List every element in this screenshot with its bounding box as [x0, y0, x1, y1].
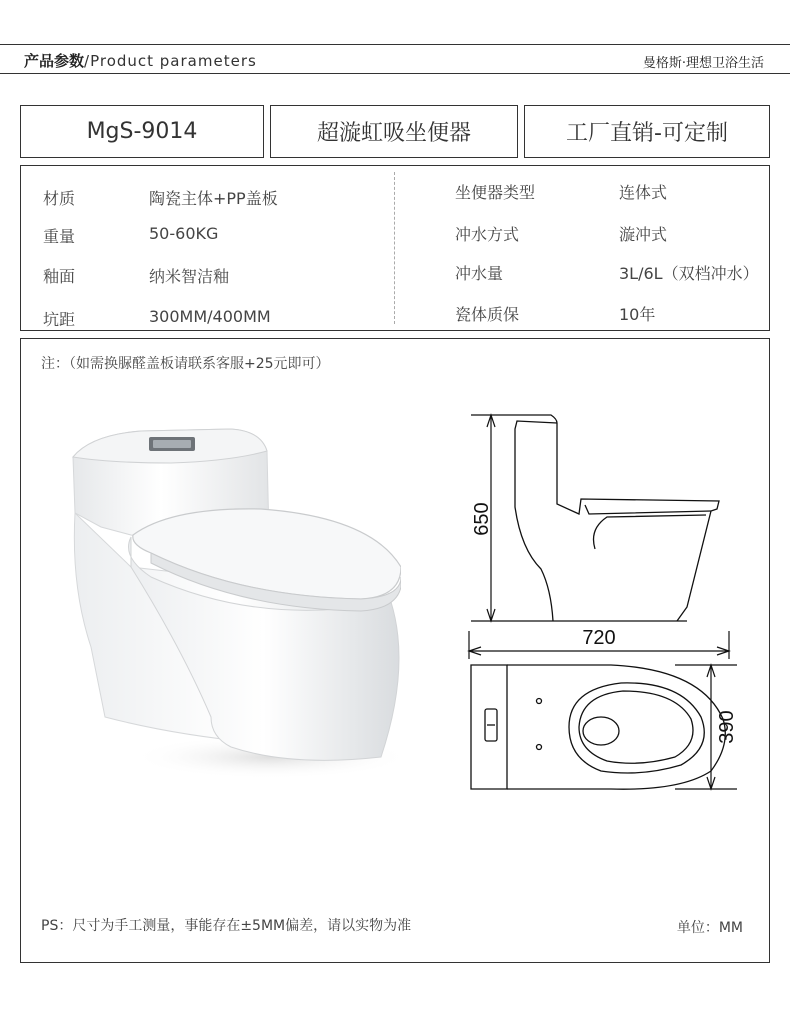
spec-value: 漩冲式 — [619, 225, 668, 244]
height-value: 650 — [471, 502, 493, 536]
dimension-drawing — [461, 399, 761, 799]
length-value: 720 — [582, 627, 616, 649]
specs-divider — [394, 172, 395, 324]
header-title-en: /Product parameters — [84, 52, 257, 70]
sales-box — [524, 105, 770, 158]
top-view-outline — [471, 665, 725, 789]
header-title-zh: 产品参数 — [24, 52, 85, 70]
spec-value: 连体式 — [619, 183, 668, 202]
model-number: MgS-9014 — [86, 119, 198, 144]
product-panel — [20, 338, 770, 963]
model-box — [20, 105, 264, 158]
spec-value: 纳米智洁釉 — [149, 267, 230, 286]
spec-value: 3L/6L（双档冲水） — [619, 264, 759, 283]
spec-value: 50-60KG — [149, 224, 219, 243]
page-header — [0, 44, 790, 74]
spec-label: 釉面 — [43, 267, 76, 286]
spec-label: 坑距 — [43, 310, 76, 329]
unit-text: 单位：MM — [676, 920, 743, 936]
spec-value: 10年 — [619, 305, 656, 324]
spec-value: 陶瓷主体+PP盖板 — [149, 189, 278, 208]
product-name: 超漩虹吸坐便器 — [316, 121, 471, 146]
note-text: 注：（如需换脲醛盖板请联系客服+25元即可） — [41, 356, 330, 372]
disclaimer-text: PS：尺寸为手工测量，事能存在±5MM偏差，请以实物为准 — [41, 918, 412, 934]
side-view-outline — [513, 415, 719, 621]
spec-label: 重量 — [43, 227, 76, 246]
spec-label: 冲水量 — [455, 264, 504, 283]
spec-label: 材质 — [43, 189, 76, 208]
header-title — [24, 50, 257, 71]
sales-text: 工厂直销-可定制 — [566, 121, 728, 146]
width-value: 390 — [716, 710, 738, 744]
spec-label: 坐便器类型 — [455, 183, 536, 202]
spec-label: 瓷体质保 — [455, 305, 520, 324]
spec-label: 冲水方式 — [455, 225, 520, 244]
product-name-box — [270, 105, 518, 158]
brand-slogan: 曼格斯·理想卫浴生活 — [642, 56, 764, 71]
spec-value: 300MM/400MM — [149, 307, 271, 326]
specs-table — [20, 165, 770, 331]
toilet-photo — [61, 417, 401, 797]
